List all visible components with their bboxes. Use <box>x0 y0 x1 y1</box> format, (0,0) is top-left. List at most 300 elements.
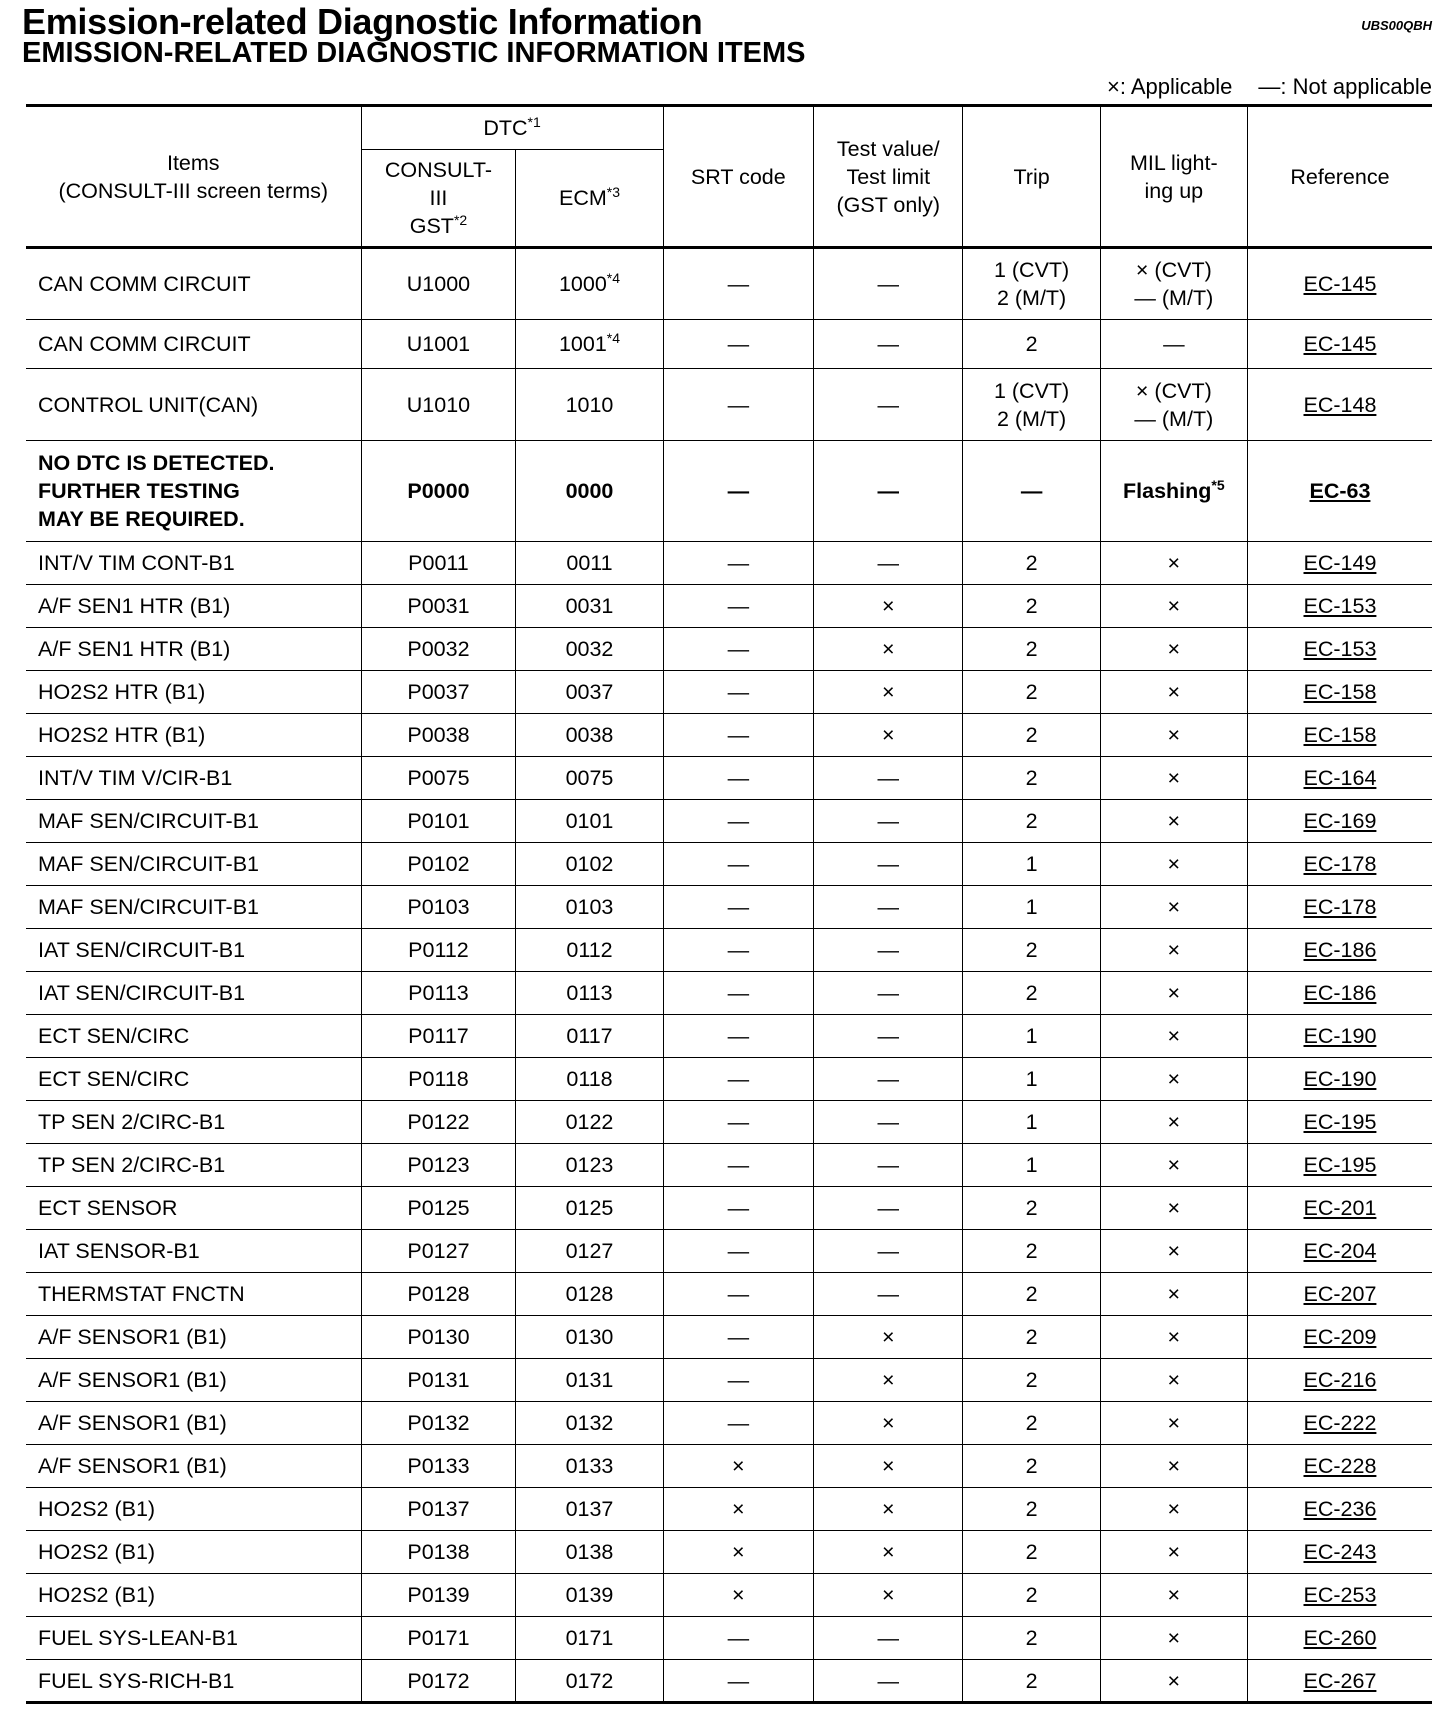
dtc-gst-cell: P0101 <box>361 800 516 843</box>
table-row <box>26 1015 1432 1058</box>
trip-cell: 2 <box>963 1488 1100 1531</box>
dtc-ecm-cell: 0138 <box>516 1531 663 1574</box>
dtc-gst-cell: P0172 <box>361 1660 516 1703</box>
srt-code-cell: — <box>663 1058 813 1101</box>
reference-cell <box>1247 1445 1432 1488</box>
reference-cell <box>1247 714 1432 757</box>
table-row <box>26 441 1432 542</box>
dtc-ecm-cell: 1001$^{*4}$ <box>516 320 663 369</box>
reference-cell <box>1247 843 1432 886</box>
mil-cell: × <box>1100 542 1247 585</box>
srt-code-cell: — <box>663 671 813 714</box>
reference-cell <box>1247 585 1432 628</box>
reference-link[interactable]: EC-145 <box>1303 272 1377 296</box>
test-value-cell: — <box>814 972 963 1015</box>
dtc-gst-cell: P0132 <box>361 1402 516 1445</box>
srt-code-cell: — <box>663 1230 813 1273</box>
reference-cell <box>1247 1187 1432 1230</box>
mil-cell: × <box>1100 757 1247 800</box>
mil-cell: × <box>1100 886 1247 929</box>
reference-cell <box>1247 757 1432 800</box>
mil-cell: × <box>1100 1617 1247 1660</box>
trip-cell: 1 (CVT) 2 (M/T) <box>963 369 1100 441</box>
srt-code-cell: × <box>663 1488 813 1531</box>
reference-cell <box>1247 1015 1432 1058</box>
reference-link[interactable]: EC-178 <box>1303 895 1377 919</box>
dtc-ecm-cell: 0131 <box>516 1359 663 1402</box>
test-value-cell: — <box>814 1660 963 1703</box>
test-value-cell: — <box>814 757 963 800</box>
table-row <box>26 714 1432 757</box>
table-row <box>26 671 1432 714</box>
col-header-reference: Reference <box>1247 106 1432 248</box>
dtc-ecm-cell: 0037 <box>516 671 663 714</box>
table-row <box>26 1359 1432 1402</box>
mil-cell: × <box>1100 671 1247 714</box>
test-value-cell: — <box>814 886 963 929</box>
test-value-cell: × <box>814 1488 963 1531</box>
table-row <box>26 1316 1432 1359</box>
dtc-ecm-cell: 0011 <box>516 542 663 585</box>
mil-cell: × <box>1100 929 1247 972</box>
dtc-gst-cell: U1000 <box>361 248 516 320</box>
srt-code-cell: — <box>663 542 813 585</box>
trip-cell: 1 <box>963 1101 1100 1144</box>
test-value-cell: — <box>814 1015 963 1058</box>
srt-code-cell: — <box>663 886 813 929</box>
item-cell: A/F SEN1 HTR (B1) <box>26 585 361 628</box>
item-cell: INT/V TIM V/CIR-B1 <box>26 757 361 800</box>
mil-cell: × <box>1100 843 1247 886</box>
trip-cell: 2 <box>963 972 1100 1015</box>
trip-cell: — <box>963 441 1100 542</box>
dtc-ecm-cell: 0130 <box>516 1316 663 1359</box>
legend-not-applicable: —: Not applicable <box>1258 74 1432 99</box>
reference-link[interactable]: EC-209 <box>1303 1325 1377 1349</box>
srt-code-cell: — <box>663 1101 813 1144</box>
trip-cell: 2 <box>963 1359 1100 1402</box>
dtc-gst-cell: P0011 <box>361 542 516 585</box>
col-header-items: Items (CONSULT-III screen terms) <box>26 106 361 248</box>
dtc-ecm-cell: 0031 <box>516 585 663 628</box>
reference-cell <box>1247 929 1432 972</box>
reference-link[interactable]: EC-204 <box>1303 1239 1377 1263</box>
reference-link[interactable]: EC-236 <box>1303 1497 1377 1521</box>
trip-cell: 2 <box>963 714 1100 757</box>
mil-cell: × <box>1100 1273 1247 1316</box>
item-cell: ECT SEN/CIRC <box>26 1015 361 1058</box>
mil-cell: × <box>1100 1058 1247 1101</box>
table-row <box>26 1402 1432 1445</box>
srt-code-cell: — <box>663 628 813 671</box>
srt-code-cell: — <box>663 1359 813 1402</box>
item-cell: INT/V TIM CONT-B1 <box>26 542 361 585</box>
table-row <box>26 843 1432 886</box>
srt-code-cell: — <box>663 1144 813 1187</box>
dtc-gst-cell: P0123 <box>361 1144 516 1187</box>
dtc-gst-cell: P0138 <box>361 1531 516 1574</box>
mil-cell: × <box>1100 714 1247 757</box>
reference-link[interactable]: EC-145 <box>1303 332 1377 356</box>
dtc-ecm-cell: 0171 <box>516 1617 663 1660</box>
dtc-ecm-cell: 1010 <box>516 369 663 441</box>
srt-code-cell: — <box>663 1402 813 1445</box>
srt-code-cell: — <box>663 757 813 800</box>
col-header-mil: MIL light- ing up <box>1100 106 1247 248</box>
item-cell: A/F SENSOR1 (B1) <box>26 1402 361 1445</box>
dtc-ecm-cell: 0137 <box>516 1488 663 1531</box>
mil-cell: × <box>1100 1574 1247 1617</box>
mil-cell: × <box>1100 628 1247 671</box>
dtc-gst-cell: U1001 <box>361 320 516 369</box>
trip-cell: 2 <box>963 1531 1100 1574</box>
item-cell: IAT SEN/CIRCUIT-B1 <box>26 972 361 1015</box>
trip-cell: 2 <box>963 585 1100 628</box>
srt-code-cell: — <box>663 320 813 369</box>
dtc-gst-cell: P0171 <box>361 1617 516 1660</box>
reference-link[interactable]: EC-153 <box>1303 594 1377 618</box>
dtc-ecm-cell: 0139 <box>516 1574 663 1617</box>
srt-code-cell: — <box>663 843 813 886</box>
table-row <box>26 757 1432 800</box>
test-value-cell: — <box>814 1101 963 1144</box>
reference-link[interactable]: EC-190 <box>1303 1024 1377 1048</box>
test-value-cell: — <box>814 369 963 441</box>
mil-cell: × (CVT) — (M/T) <box>1100 369 1247 441</box>
reference-cell <box>1247 800 1432 843</box>
table-row <box>26 1445 1432 1488</box>
item-cell: A/F SENSOR1 (B1) <box>26 1359 361 1402</box>
item-cell: ECT SEN/CIRC <box>26 1058 361 1101</box>
trip-cell: 2 <box>963 542 1100 585</box>
test-value-cell: × <box>814 628 963 671</box>
item-cell: MAF SEN/CIRCUIT-B1 <box>26 886 361 929</box>
reference-cell <box>1247 671 1432 714</box>
table-row <box>26 320 1432 369</box>
srt-code-cell: — <box>663 929 813 972</box>
trip-cell: 2 <box>963 320 1100 369</box>
reference-link[interactable]: EC-149 <box>1303 551 1377 575</box>
mil-cell: — <box>1100 320 1247 369</box>
mil-cell: × <box>1100 1445 1247 1488</box>
trip-cell: 2 <box>963 1660 1100 1703</box>
srt-code-cell: — <box>663 441 813 542</box>
test-value-cell: — <box>814 1187 963 1230</box>
col-header-dtc: DTC$^{*1}$ <box>361 106 663 150</box>
mil-cell: × <box>1100 1187 1247 1230</box>
col-header-test-value: Test value/ Test limit (GST only) <box>814 106 963 248</box>
table-row <box>26 1187 1432 1230</box>
mil-cell: × <box>1100 1488 1247 1531</box>
item-cell: HO2S2 (B1) <box>26 1531 361 1574</box>
srt-code-cell: — <box>663 714 813 757</box>
srt-code-cell: — <box>663 248 813 320</box>
reference-link[interactable]: EC-228 <box>1303 1454 1377 1478</box>
table-row <box>26 1574 1432 1617</box>
item-cell: ECT SENSOR <box>26 1187 361 1230</box>
item-cell: MAF SEN/CIRCUIT-B1 <box>26 800 361 843</box>
table-row <box>26 1531 1432 1574</box>
test-value-cell: — <box>814 441 963 542</box>
dtc-gst-cell: P0128 <box>361 1273 516 1316</box>
item-cell: FUEL SYS-LEAN-B1 <box>26 1617 361 1660</box>
table-row <box>26 1488 1432 1531</box>
dtc-ecm-cell: 0103 <box>516 886 663 929</box>
col-header-srt: SRT code <box>663 106 813 248</box>
srt-code-cell: — <box>663 972 813 1015</box>
reference-link[interactable]: EC-158 <box>1303 723 1377 747</box>
item-cell: A/F SENSOR1 (B1) <box>26 1316 361 1359</box>
test-value-cell: × <box>814 585 963 628</box>
srt-code-cell: — <box>663 1187 813 1230</box>
trip-cell: 2 <box>963 1230 1100 1273</box>
table-row <box>26 1617 1432 1660</box>
item-cell: MAF SEN/CIRCUIT-B1 <box>26 843 361 886</box>
reference-cell <box>1247 628 1432 671</box>
reference-cell <box>1247 1574 1432 1617</box>
trip-cell: 2 <box>963 1617 1100 1660</box>
dtc-gst-cell: P0103 <box>361 886 516 929</box>
dtc-gst-cell: P0133 <box>361 1445 516 1488</box>
reference-link[interactable]: EC-186 <box>1303 981 1377 1005</box>
table-row <box>26 929 1432 972</box>
dtc-ecm-cell: 1000$^{*4}$ <box>516 248 663 320</box>
dtc-gst-cell: P0118 <box>361 1058 516 1101</box>
test-value-cell: × <box>814 1359 963 1402</box>
test-value-cell: × <box>814 1574 963 1617</box>
dtc-ecm-cell: 0118 <box>516 1058 663 1101</box>
reference-cell <box>1247 369 1432 441</box>
reference-cell <box>1247 542 1432 585</box>
trip-cell: 2 <box>963 1273 1100 1316</box>
test-value-cell: × <box>814 1402 963 1445</box>
dtc-ecm-cell: 0123 <box>516 1144 663 1187</box>
reference-cell <box>1247 886 1432 929</box>
dtc-gst-cell: U1010 <box>361 369 516 441</box>
item-cell: FUEL SYS-RICH-B1 <box>26 1660 361 1703</box>
srt-code-cell: — <box>663 800 813 843</box>
table-row <box>26 542 1432 585</box>
reference-link[interactable]: EC-158 <box>1303 680 1377 704</box>
reference-cell <box>1247 248 1432 320</box>
table-row <box>26 248 1432 320</box>
reference-link[interactable]: EC-195 <box>1303 1153 1377 1177</box>
item-cell: HO2S2 HTR (B1) <box>26 714 361 757</box>
dtc-gst-cell: P0125 <box>361 1187 516 1230</box>
dtc-gst-cell: P0000 <box>361 441 516 542</box>
dtc-ecm-cell: 0038 <box>516 714 663 757</box>
item-cell: TP SEN 2/CIRC-B1 <box>26 1144 361 1187</box>
dtc-gst-cell: P0139 <box>361 1574 516 1617</box>
table-row <box>26 585 1432 628</box>
test-value-cell: × <box>814 1445 963 1488</box>
trip-cell: 1 <box>963 1058 1100 1101</box>
dtc-ecm-cell: 0117 <box>516 1015 663 1058</box>
trip-cell: 2 <box>963 800 1100 843</box>
reference-link[interactable]: EC-253 <box>1303 1583 1377 1607</box>
reference-link[interactable]: EC-190 <box>1303 1067 1377 1091</box>
page-title: Emission-related Diagnostic Information <box>22 1 703 42</box>
table-row <box>26 1273 1432 1316</box>
item-cell: TP SEN 2/CIRC-B1 <box>26 1101 361 1144</box>
dtc-gst-cell: P0122 <box>361 1101 516 1144</box>
item-cell: CONTROL UNIT(CAN) <box>26 369 361 441</box>
srt-code-cell: — <box>663 1316 813 1359</box>
dtc-ecm-cell: 0113 <box>516 972 663 1015</box>
dtc-ecm-cell: 0128 <box>516 1273 663 1316</box>
mil-cell: × <box>1100 585 1247 628</box>
reference-link[interactable]: EC-216 <box>1303 1368 1377 1392</box>
table-row <box>26 1101 1432 1144</box>
document-id: UBS00QBH <box>1361 18 1432 33</box>
reference-cell <box>1247 1316 1432 1359</box>
reference-link[interactable]: EC-169 <box>1303 809 1377 833</box>
trip-cell: 2 <box>963 929 1100 972</box>
mil-cell: × <box>1100 1015 1247 1058</box>
dtc-ecm-cell: 0102 <box>516 843 663 886</box>
test-value-cell: — <box>814 1144 963 1187</box>
mil-cell: × <box>1100 1316 1247 1359</box>
trip-cell: 2 <box>963 1316 1100 1359</box>
reference-link[interactable]: EC-186 <box>1303 938 1377 962</box>
reference-cell <box>1247 1101 1432 1144</box>
col-header-consult-gst: CONSULT- III GST$^{*2}$ <box>361 150 516 248</box>
reference-link[interactable]: EC-148 <box>1303 392 1377 417</box>
trip-cell: 1 <box>963 1144 1100 1187</box>
reference-link[interactable]: EC-63 <box>1309 479 1371 503</box>
col-header-ecm: ECM$^{*3}$ <box>516 150 663 248</box>
mil-cell: × <box>1100 800 1247 843</box>
srt-code-cell: — <box>663 1273 813 1316</box>
srt-code-cell: — <box>663 1660 813 1703</box>
dtc-gst-cell: P0102 <box>361 843 516 886</box>
table-row <box>26 1230 1432 1273</box>
reference-cell <box>1247 1660 1432 1703</box>
dtc-gst-cell: P0127 <box>361 1230 516 1273</box>
test-value-cell: — <box>814 1058 963 1101</box>
item-cell: HO2S2 (B1) <box>26 1488 361 1531</box>
table-row <box>26 1660 1432 1703</box>
reference-link[interactable]: EC-201 <box>1303 1196 1377 1220</box>
reference-link[interactable]: EC-222 <box>1303 1411 1377 1435</box>
table-row <box>26 1058 1432 1101</box>
legend <box>1107 74 1432 100</box>
test-value-cell: — <box>814 843 963 886</box>
trip-cell: 1 <box>963 843 1100 886</box>
test-value-cell: — <box>814 542 963 585</box>
table-row <box>26 972 1432 1015</box>
item-cell: CAN COMM CIRCUIT <box>26 320 361 369</box>
test-value-cell: — <box>814 248 963 320</box>
srt-code-cell: — <box>663 369 813 441</box>
trip-cell: 2 <box>963 1187 1100 1230</box>
reference-link[interactable]: EC-164 <box>1303 766 1377 790</box>
dtc-ecm-cell: 0127 <box>516 1230 663 1273</box>
reference-link[interactable]: EC-207 <box>1303 1282 1377 1306</box>
reference-cell <box>1247 1144 1432 1187</box>
test-value-cell: — <box>814 1230 963 1273</box>
dtc-gst-cell: P0075 <box>361 757 516 800</box>
trip-cell: 2 <box>963 628 1100 671</box>
test-value-cell: — <box>814 929 963 972</box>
srt-code-cell: — <box>663 585 813 628</box>
srt-code-cell: — <box>663 1617 813 1660</box>
table-row <box>26 369 1432 441</box>
test-value-cell: × <box>814 1531 963 1574</box>
reference-cell <box>1247 1273 1432 1316</box>
dtc-ecm-cell: 0125 <box>516 1187 663 1230</box>
test-value-cell: — <box>814 1273 963 1316</box>
dtc-gst-cell: P0031 <box>361 585 516 628</box>
mil-cell: × <box>1100 1359 1247 1402</box>
test-value-cell: × <box>814 671 963 714</box>
test-value-cell: — <box>814 320 963 369</box>
dtc-table <box>26 104 1432 1704</box>
dtc-gst-cell: P0113 <box>361 972 516 1015</box>
item-cell: IAT SENSOR-B1 <box>26 1230 361 1273</box>
reference-link[interactable]: EC-267 <box>1303 1668 1377 1693</box>
trip-cell: 1 (CVT) 2 (M/T) <box>963 248 1100 320</box>
item-cell: CAN COMM CIRCUIT <box>26 248 361 320</box>
mil-cell: × <box>1100 1402 1247 1445</box>
mil-cell: × (CVT) — (M/T) <box>1100 248 1247 320</box>
mil-cell: × <box>1100 972 1247 1015</box>
item-cell: A/F SEN1 HTR (B1) <box>26 628 361 671</box>
reference-link[interactable]: EC-260 <box>1303 1626 1377 1650</box>
reference-cell <box>1247 441 1432 542</box>
reference-link[interactable]: EC-243 <box>1303 1540 1377 1564</box>
reference-link[interactable]: EC-195 <box>1303 1110 1377 1134</box>
reference-cell <box>1247 1488 1432 1531</box>
dtc-gst-cell: P0038 <box>361 714 516 757</box>
dtc-gst-cell: P0130 <box>361 1316 516 1359</box>
mil-cell: × <box>1100 1660 1247 1703</box>
trip-cell: 1 <box>963 886 1100 929</box>
dtc-gst-cell: P0117 <box>361 1015 516 1058</box>
table-row <box>26 628 1432 671</box>
item-cell: HO2S2 HTR (B1) <box>26 671 361 714</box>
item-cell: NO DTC IS DETECTED. FURTHER TESTING MAY BE REQUIRED. <box>26 441 361 542</box>
mil-cell: × <box>1100 1531 1247 1574</box>
item-cell: THERMSTAT FNCTN <box>26 1273 361 1316</box>
reference-cell <box>1247 1402 1432 1445</box>
srt-code-cell: × <box>663 1531 813 1574</box>
dtc-ecm-cell: 0101 <box>516 800 663 843</box>
trip-cell: 2 <box>963 671 1100 714</box>
dtc-gst-cell: P0032 <box>361 628 516 671</box>
test-value-cell: × <box>814 1316 963 1359</box>
dtc-ecm-cell: 0032 <box>516 628 663 671</box>
item-cell: A/F SENSOR1 (B1) <box>26 1445 361 1488</box>
reference-cell <box>1247 972 1432 1015</box>
section-title: EMISSION-RELATED DIAGNOSTIC INFORMATION ITEMS <box>22 37 806 69</box>
srt-code-cell: — <box>663 1015 813 1058</box>
table-row <box>26 800 1432 843</box>
reference-link[interactable]: EC-178 <box>1303 852 1377 876</box>
dtc-ecm-cell: 0000 <box>516 441 663 542</box>
item-cell: IAT SEN/CIRCUIT-B1 <box>26 929 361 972</box>
test-value-cell: — <box>814 1617 963 1660</box>
reference-link[interactable]: EC-153 <box>1303 637 1377 661</box>
mil-cell: × <box>1100 1230 1247 1273</box>
dtc-ecm-cell: 0122 <box>516 1101 663 1144</box>
test-value-cell: × <box>814 714 963 757</box>
reference-cell <box>1247 1058 1432 1101</box>
dtc-ecm-cell: 0132 <box>516 1402 663 1445</box>
reference-cell <box>1247 1617 1432 1660</box>
item-cell: HO2S2 (B1) <box>26 1574 361 1617</box>
srt-code-cell: × <box>663 1574 813 1617</box>
